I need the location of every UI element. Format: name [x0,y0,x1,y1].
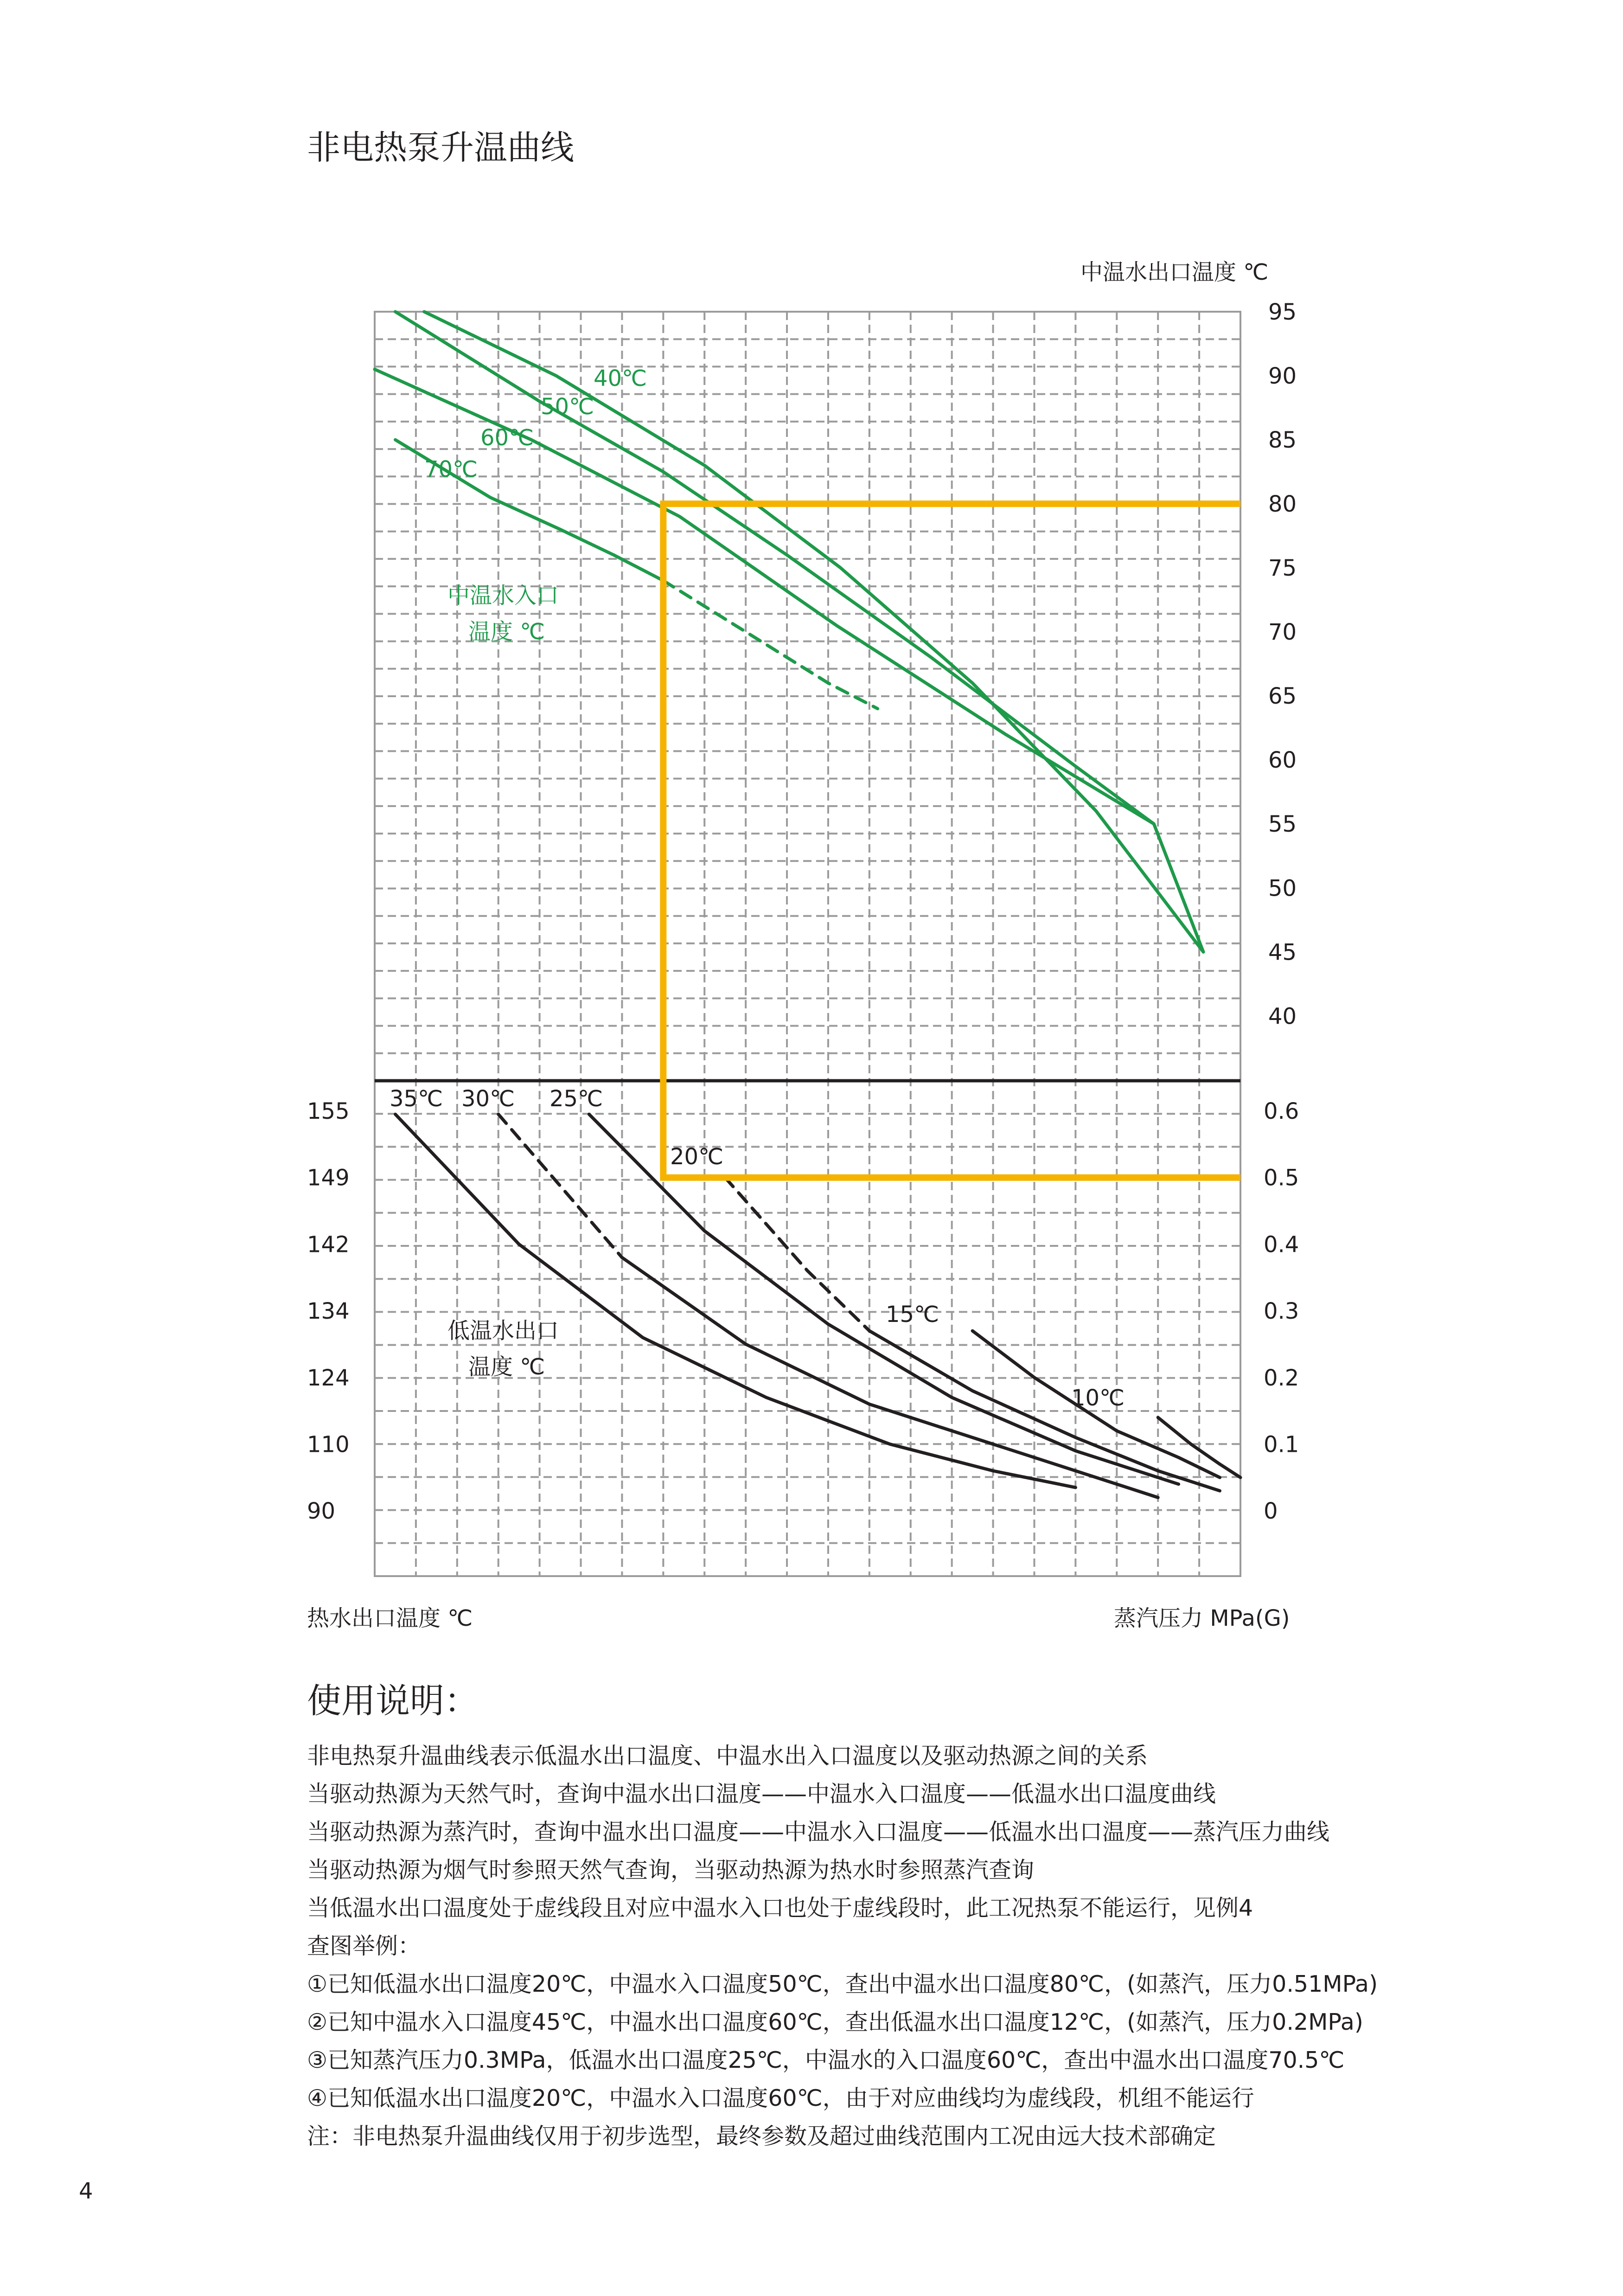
upper-y-tick-label: 90 [1268,363,1297,390]
upper-y-tick-label: 75 [1268,555,1297,582]
lower-right-tick-label: 0.6 [1264,1098,1299,1124]
chart-labels [307,259,1299,1631]
upper-y-tick-label: 40 [1268,1003,1297,1030]
instruction-line: 当驱动热源为烟气时参照天然气查询，当驱动热源为热水时参照蒸汽查询 [307,1857,1035,1883]
upper-y-axis-label: 中温水出口温度 ℃ [1080,259,1269,285]
lower-group-label-1: 低温水出口 [447,1318,559,1344]
lower-group-label-2: 温度 ℃ [468,1354,545,1380]
lower-curve-label: 25℃ [550,1086,603,1112]
instruction-line: 当驱动热源为蒸汽时，查询中温水出口温度——中温水入口温度——低温水出口温度——蒸汽压力曲线 [307,1819,1330,1845]
lower-left-tick-label: 134 [307,1298,350,1325]
instruction-line: 查图举例： [307,1933,421,1959]
lower-curve-label: 30℃ [461,1086,515,1112]
upper-y-tick-label: 85 [1268,427,1297,454]
upper-group-label-1: 中温水入口 [447,583,559,609]
upper-y-tick-label: 60 [1268,747,1297,774]
instructions-title: 使用说明： [307,1681,479,1721]
page-title: 非电热泵升温曲线 [307,128,575,167]
instruction-line: 注：非电热泵升温曲线仅用于初步选型，最终参数及超过曲线范围内工况由远大技术部确定 [307,2123,1216,2149]
upper-y-tick-label: 70 [1268,619,1297,646]
lower-right-axis-label: 蒸汽压力 MPa(G) [1114,1605,1290,1631]
lower-curve-label: 15℃ [886,1302,939,1328]
upper-y-tick-label: 50 [1268,875,1297,902]
instructions-text [307,1737,1378,2155]
upper-y-tick-label: 55 [1268,811,1297,838]
instruction-line: ④已知低温水出口温度20℃，中温水入口温度60℃，由于对应曲线均为虚线段，机组不能运行 [307,2085,1254,2111]
upper-group-label-2: 温度 ℃ [468,619,545,645]
upper-curve-2 [396,312,1154,824]
instruction-line: 当驱动热源为天然气时，查询中温水出口温度——中温水入口温度——低温水出口温度曲线 [307,1781,1216,1807]
lower-right-tick-label: 0.1 [1264,1431,1299,1458]
lower-left-tick-label: 110 [307,1431,350,1458]
upper-y-tick-label: 45 [1268,939,1297,966]
lower-left-tick-label: 124 [307,1365,350,1391]
upper-y-tick-label: 65 [1268,683,1297,710]
lower-curve-0 [396,1114,1076,1488]
lower-right-tick-label: 0.5 [1264,1165,1299,1191]
lower-left-axis-label: 热水出口温度 ℃ [307,1605,473,1631]
lower-right-tick-label: 0.3 [1264,1298,1299,1325]
page-number: 4 [79,2178,93,2204]
lower-curves [396,1114,1241,1497]
lower-left-tick-label: 142 [307,1231,350,1258]
lower-left-tick-label: 155 [307,1098,350,1124]
lower-curve-label: 35℃ [390,1086,443,1112]
upper-curve-label: 40℃ [594,366,647,391]
instruction-line: 非电热泵升温曲线表示低温水出口温度、中温水出入口温度以及驱动热源之间的关系 [307,1743,1148,1769]
lower-curve-dashed-1 [498,1114,622,1257]
upper-curve-dashed-3 [663,581,877,709]
lower-left-tick-label: 149 [307,1165,350,1191]
lower-left-tick-label: 90 [307,1498,336,1525]
instruction-line: ③已知蒸汽压力0.3MPa，低温水出口温度25℃，中温水的入口温度60℃，查出中温水出口温度70.5℃ [307,2047,1345,2073]
instruction-line: ②已知中温水入口温度45℃，中温水出口温度60℃，查出低温水出口温度12℃，(如蒸汽，压力0.2MPa) [307,2009,1363,2035]
instruction-line: 当低温水出口温度处于虚线段且对应中温水入口也处于虚线段时，此工况热泵不能运行，见例4 [307,1895,1253,1921]
lower-right-tick-label: 0 [1264,1498,1278,1525]
upper-y-tick-label: 80 [1268,491,1297,518]
upper-y-tick-label: 95 [1268,299,1297,325]
upper-curve-label: 60℃ [480,425,534,451]
upper-curve-label: 70℃ [424,456,478,482]
lower-curve-dashed-3 [725,1178,869,1331]
lower-curve-label: 10℃ [1071,1385,1125,1411]
instruction-line: ①已知低温水出口温度20℃，中温水入口温度50℃，查出中温水出口温度80℃，(如蒸汽，压力0.51MPa) [307,1971,1378,1997]
lower-right-tick-label: 0.2 [1264,1365,1299,1391]
lower-right-tick-label: 0.4 [1264,1231,1299,1258]
upper-curve-label: 50℃ [541,394,594,420]
lower-curve-label: 20℃ [670,1144,723,1170]
